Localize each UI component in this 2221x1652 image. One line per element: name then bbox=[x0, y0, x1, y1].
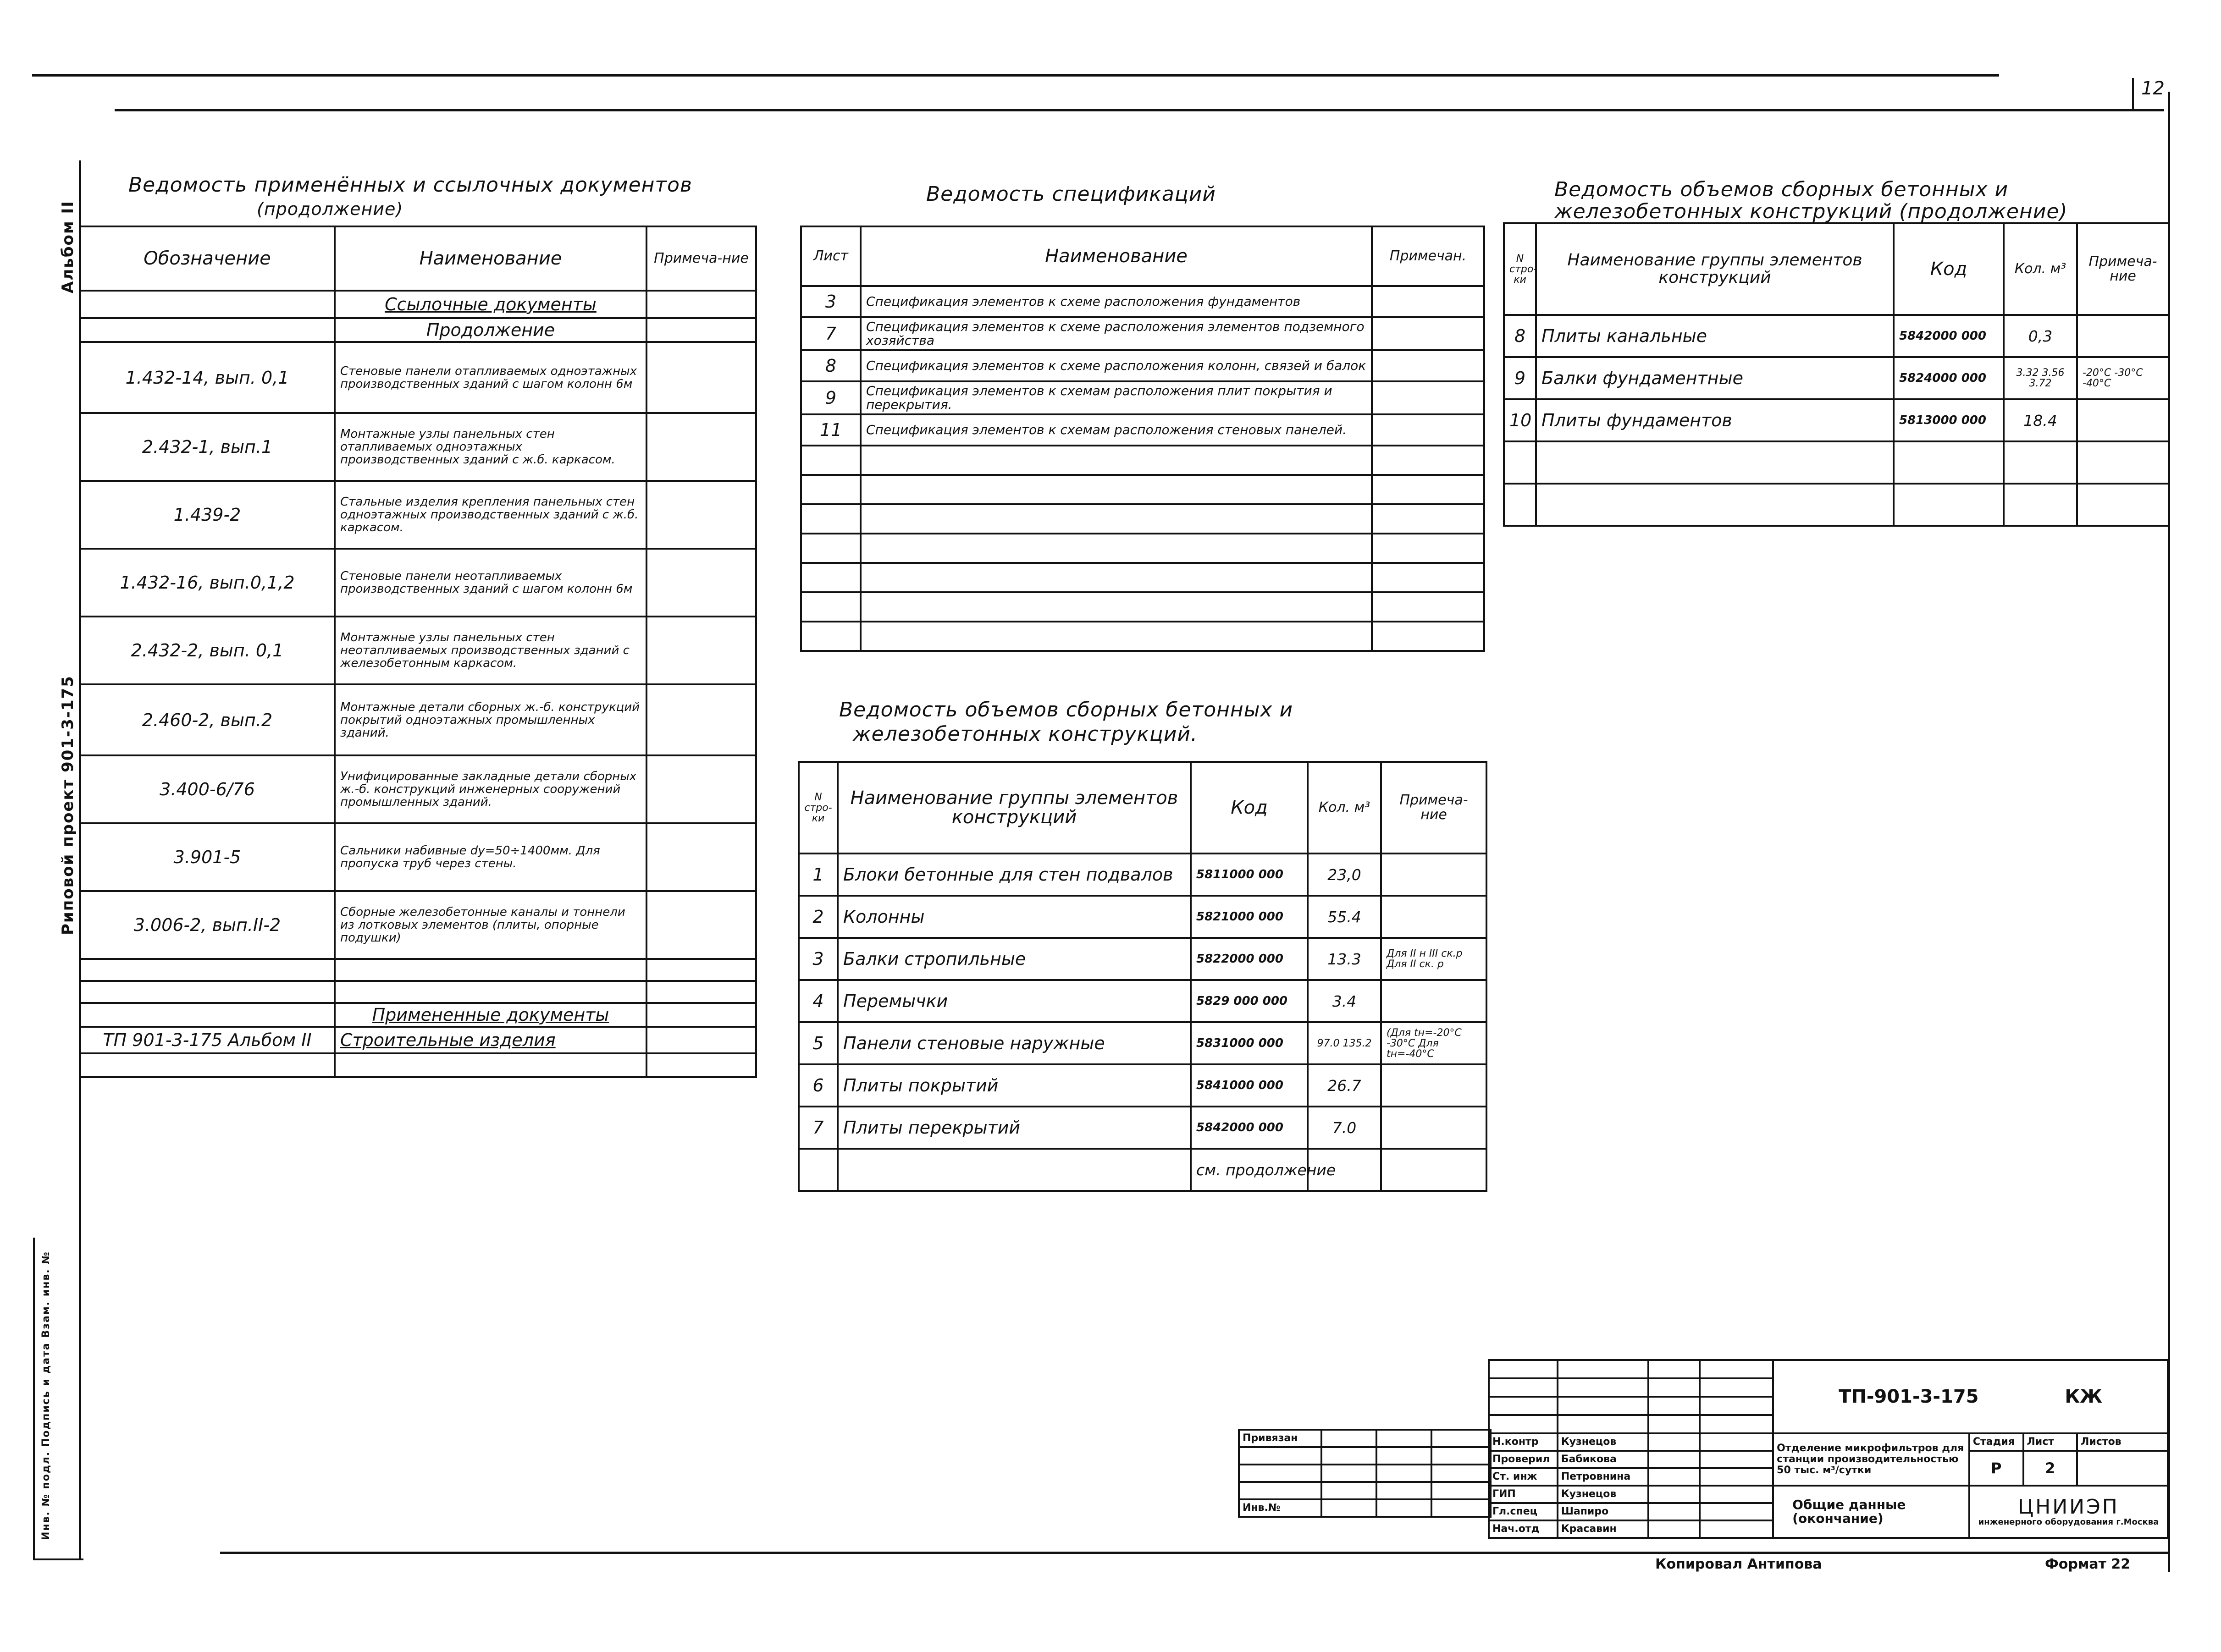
spec-note bbox=[1372, 622, 1484, 651]
docs-header-row bbox=[80, 226, 756, 291]
docs-name: Сальники набивные dy=50÷1400мм. Для пропуска труб через стены. bbox=[335, 823, 646, 891]
spec-sheet-no bbox=[801, 563, 861, 592]
spec-note bbox=[1372, 446, 1484, 475]
tb-name-0: Кузнецов bbox=[1558, 1433, 1648, 1451]
docs-note bbox=[646, 959, 756, 981]
tb-role-1: Проверил bbox=[1489, 1451, 1558, 1468]
vol-group-name bbox=[838, 1149, 1191, 1191]
tb-role-5: Нач.отд bbox=[1489, 1520, 1558, 1538]
vol-row-no: 6 bbox=[799, 1064, 838, 1107]
vol-row-no: 1 bbox=[799, 854, 838, 896]
vol2-row-no bbox=[1504, 484, 1536, 526]
top-rule bbox=[32, 74, 1999, 77]
vol-row bbox=[799, 1022, 1486, 1064]
tb-name-5: Красавин bbox=[1558, 1520, 1648, 1538]
spec-sheet-no: 9 bbox=[801, 381, 861, 414]
margin-left bbox=[33, 1238, 35, 1558]
docs-designation: 1.439-2 bbox=[80, 481, 335, 549]
vol-header-note: Примеча-ние bbox=[1381, 762, 1486, 854]
tb-object: Отделение микрофильтров для станции производительностью 50 тыс. м³/сутки bbox=[1773, 1433, 1969, 1486]
docs-designation bbox=[80, 1053, 335, 1077]
vol2-code: 5813000 000 bbox=[1894, 399, 2004, 441]
docs-title: Ведомость применённых и ссылочных документов bbox=[128, 173, 692, 197]
spec-note bbox=[1372, 286, 1484, 317]
vol-note: (Для tн=-20°С -30°С Для tн=-40°С bbox=[1381, 1022, 1486, 1064]
vol2-header-code: Код bbox=[1894, 223, 2004, 315]
docs-designation bbox=[80, 291, 335, 318]
docs-header-designation: Обозначение bbox=[80, 226, 335, 291]
side-album-label: Альбом II bbox=[59, 200, 77, 293]
spec-name bbox=[861, 504, 1372, 534]
docs-row bbox=[80, 1053, 756, 1077]
spec-title: Ведомость спецификаций bbox=[926, 182, 1216, 206]
tb-role-4: Гл.спец bbox=[1489, 1503, 1558, 1520]
vol-row-no: 2 bbox=[799, 896, 838, 938]
vol2-code bbox=[1894, 484, 2004, 526]
spec-row bbox=[801, 446, 1484, 475]
vol-qty: 55.4 bbox=[1308, 896, 1381, 938]
vol-qty: 3.4 bbox=[1308, 980, 1381, 1022]
vol-group-name: Колонны bbox=[838, 896, 1191, 938]
docs-row bbox=[80, 823, 756, 891]
vol2-qty: 3.32 3.56 3.72 bbox=[2004, 357, 2077, 399]
docs-designation: 2.460-2, вып.2 bbox=[80, 684, 335, 755]
vol-row-no: 3 bbox=[799, 938, 838, 980]
spec-row bbox=[801, 317, 1484, 350]
privyazan-label: Привязан bbox=[1239, 1430, 1321, 1447]
docs-name bbox=[335, 959, 646, 981]
vol2-row bbox=[1504, 357, 2169, 399]
spec-row bbox=[801, 592, 1484, 622]
vol2-header-name: Наименование группы элементов конструкций bbox=[1536, 223, 1894, 315]
spec-note bbox=[1372, 381, 1484, 414]
vol-subtitle: железобетонных конструкций. bbox=[853, 722, 1198, 746]
vol-title: Ведомость объемов сборных бетонных и bbox=[839, 698, 1293, 721]
spec-sheet-no: 11 bbox=[801, 414, 861, 446]
spec-sheet-no: 7 bbox=[801, 317, 861, 350]
spec-sheet-no bbox=[801, 446, 861, 475]
copied-by: Копировал Антипова bbox=[1655, 1556, 1822, 1572]
vol-row-no: 7 bbox=[799, 1107, 838, 1149]
spec-note bbox=[1372, 350, 1484, 381]
vol2-note bbox=[2077, 484, 2169, 526]
docs-note bbox=[646, 891, 756, 959]
vol-code: 5831000 000 bbox=[1191, 1022, 1308, 1064]
vol-note bbox=[1381, 896, 1486, 938]
docs-name: Монтажные узлы панельных стен неотапливаемых производственных зданий с железобетонным каркасом. bbox=[335, 617, 646, 684]
vol2-header-qty: Кол. м³ bbox=[2004, 223, 2077, 315]
vol-row-no: 5 bbox=[799, 1022, 838, 1064]
spec-sheet-no: 8 bbox=[801, 350, 861, 381]
side-inv-label: Инв. № подл. Подпись и дата Взам. инв. № bbox=[40, 1251, 52, 1540]
docs-name: Унифицированные закладные детали сборных ж.-б. конструкций инженерных сооружений промышленных зданий. bbox=[335, 755, 646, 823]
docs-subtitle: (продолжение) bbox=[257, 199, 403, 219]
spec-name: Спецификация элементов к схемам расположения стеновых панелей. bbox=[861, 414, 1372, 446]
docs-designation: 2.432-1, вып.1 bbox=[80, 413, 335, 481]
vol2-group-name: Балки фундаментные bbox=[1536, 357, 1894, 399]
spec-name bbox=[861, 592, 1372, 622]
docs-row bbox=[80, 1003, 756, 1027]
vol-note bbox=[1381, 980, 1486, 1022]
spec-note bbox=[1372, 317, 1484, 350]
vol2-row bbox=[1504, 441, 2169, 484]
vol2-row bbox=[1504, 399, 2169, 441]
spec-header-name: Наименование bbox=[861, 226, 1372, 286]
docs-designation bbox=[80, 1003, 335, 1027]
privyazan-block bbox=[1238, 1429, 1492, 1518]
vol-row bbox=[799, 980, 1486, 1022]
vol-note: Для II н III ск.р Для II ск. р bbox=[1381, 938, 1486, 980]
docs-note bbox=[646, 1003, 756, 1027]
docs-name: Стеновые панели неотапливаемых производственных зданий с шагом колонн 6м bbox=[335, 549, 646, 617]
docs-name: Стальные изделия крепления панельных стен одноэтажных производственных зданий с ж.б. каркасом. bbox=[335, 481, 646, 549]
docs-note bbox=[646, 617, 756, 684]
docs-row bbox=[80, 617, 756, 684]
spec-note bbox=[1372, 534, 1484, 563]
docs-row bbox=[80, 755, 756, 823]
docs-name: Примененные документы bbox=[335, 1003, 646, 1027]
vol-qty: 26.7 bbox=[1308, 1064, 1381, 1107]
vol-row bbox=[799, 938, 1486, 980]
spec-name bbox=[861, 563, 1372, 592]
vol-note bbox=[1381, 1149, 1486, 1191]
docs-designation: ТП 901-3-175 Альбом II bbox=[80, 1027, 335, 1053]
vol-header-no: N стро-ки bbox=[799, 762, 838, 854]
spec-name bbox=[861, 534, 1372, 563]
spec-row bbox=[801, 350, 1484, 381]
docs-note bbox=[646, 684, 756, 755]
docs-row bbox=[80, 981, 756, 1003]
vol-header-qty: Кол. м³ bbox=[1308, 762, 1381, 854]
tb-stage-h: Стадия bbox=[1969, 1433, 2023, 1451]
tb-sheet: 2 bbox=[2023, 1451, 2077, 1486]
frame-top bbox=[115, 109, 2164, 111]
vol-code: 5841000 000 bbox=[1191, 1064, 1308, 1107]
format-label: Формат 22 bbox=[2045, 1556, 2131, 1572]
vol2-row-no: 8 bbox=[1504, 315, 1536, 357]
spec-sheet-no bbox=[801, 622, 861, 651]
spec-name bbox=[861, 622, 1372, 651]
vol2-row-no: 10 bbox=[1504, 399, 1536, 441]
spec-row bbox=[801, 414, 1484, 446]
docs-designation: 3.400-6/76 bbox=[80, 755, 335, 823]
docs-name: Строительные изделия bbox=[335, 1027, 646, 1053]
docs-note bbox=[646, 823, 756, 891]
spec-sheet-no bbox=[801, 504, 861, 534]
vol2-group-name: Плиты канальные bbox=[1536, 315, 1894, 357]
spec-table bbox=[800, 226, 1485, 652]
tb-code: ТП-901-3-175 bbox=[1839, 1386, 1979, 1407]
inv-label: Инв.№ bbox=[1239, 1499, 1321, 1517]
vol-row bbox=[799, 1107, 1486, 1149]
spec-name: Спецификация элементов к схеме расположения фундаментов bbox=[861, 286, 1372, 317]
tb-role-2: Ст. инж bbox=[1489, 1468, 1558, 1486]
vol-row-no bbox=[799, 1149, 838, 1191]
spec-header-sheet: Лист bbox=[801, 226, 861, 286]
spec-note bbox=[1372, 414, 1484, 446]
side-project-label: Риповой проект 901-3-175 bbox=[59, 675, 77, 935]
spec-row bbox=[801, 475, 1484, 504]
tb-org: ЦНИИЭП bbox=[2018, 1495, 2119, 1519]
tb-name-3: Кузнецов bbox=[1558, 1486, 1648, 1503]
vol-group-name: Плиты покрытий bbox=[838, 1064, 1191, 1107]
vol-qty: 13.3 bbox=[1308, 938, 1381, 980]
spec-name bbox=[861, 475, 1372, 504]
tb-mark: КЖ bbox=[2065, 1386, 2103, 1407]
spec-row bbox=[801, 563, 1484, 592]
docs-designation: 2.432-2, вып. 0,1 bbox=[80, 617, 335, 684]
vol-header-row bbox=[799, 762, 1486, 854]
vol2-header-row bbox=[1504, 223, 2169, 315]
docs-designation: 3.901-5 bbox=[80, 823, 335, 891]
docs-name: Сборные железобетонные каналы и тоннели из лотковых элементов (плиты, опорные подушки) bbox=[335, 891, 646, 959]
vol-header-code: Код bbox=[1191, 762, 1308, 854]
docs-note bbox=[646, 413, 756, 481]
margin-bottom bbox=[33, 1558, 83, 1560]
tb-role-3: ГИП bbox=[1489, 1486, 1558, 1503]
tb-org2: инженерного оборудования г.Москва bbox=[1978, 1517, 2159, 1527]
vol-header-name: Наименование группы элементов конструкций bbox=[838, 762, 1191, 854]
tb-role-0: Н.контр bbox=[1489, 1433, 1558, 1451]
docs-note bbox=[646, 342, 756, 413]
docs-designation bbox=[80, 981, 335, 1003]
spec-sheet-no bbox=[801, 534, 861, 563]
spec-row bbox=[801, 504, 1484, 534]
vol-note bbox=[1381, 1107, 1486, 1149]
sheet-no-box bbox=[2132, 78, 2134, 110]
vol2-code: 5842000 000 bbox=[1894, 315, 2004, 357]
volumes-table bbox=[798, 761, 1487, 1192]
spec-note bbox=[1372, 563, 1484, 592]
vol-qty: 7.0 bbox=[1308, 1107, 1381, 1149]
vol-group-name: Панели стеновые наружные bbox=[838, 1022, 1191, 1064]
vol2-note bbox=[2077, 399, 2169, 441]
vol-group-name: Перемычки bbox=[838, 980, 1191, 1022]
tb-name-1: Бабикова bbox=[1558, 1451, 1648, 1468]
docs-note bbox=[646, 755, 756, 823]
docs-designation bbox=[80, 318, 335, 342]
vol-qty: 97.0 135.2 bbox=[1308, 1022, 1381, 1064]
vol-code: 5821000 000 bbox=[1191, 896, 1308, 938]
vol2-note bbox=[2077, 441, 2169, 484]
spec-sheet-no: 3 bbox=[801, 286, 861, 317]
vol-code: 5822000 000 bbox=[1191, 938, 1308, 980]
docs-name: Стеновые панели отапливаемых одноэтажных производственных зданий с шагом колонн 6м bbox=[335, 342, 646, 413]
vol-code: 5811000 000 bbox=[1191, 854, 1308, 896]
spec-row bbox=[801, 381, 1484, 414]
docs-header-name: Наименование bbox=[335, 226, 646, 291]
spec-sheet-no bbox=[801, 475, 861, 504]
frame-bottom bbox=[220, 1552, 2169, 1554]
tb-sheets-h: Листов bbox=[2077, 1433, 2168, 1451]
vol-code: 5829 000 000 bbox=[1191, 980, 1308, 1022]
docs-name: Монтажные детали сборных ж.-б. конструкций покрытий одноэтажных промышленных зданий. bbox=[335, 684, 646, 755]
spec-row bbox=[801, 534, 1484, 563]
spec-note bbox=[1372, 504, 1484, 534]
spec-header-note: Примечан. bbox=[1372, 226, 1484, 286]
spec-header-row bbox=[801, 226, 1484, 286]
docs-note bbox=[646, 981, 756, 1003]
docs-designation: 1.432-16, вып.0,1,2 bbox=[80, 549, 335, 617]
tb-stage: Р bbox=[1969, 1451, 2023, 1486]
docs-row bbox=[80, 891, 756, 959]
tb-name-4: Шапиро bbox=[1558, 1503, 1648, 1520]
vol2-title: Ведомость объемов сборных бетонных и bbox=[1554, 178, 2009, 201]
vol2-group-name bbox=[1536, 484, 1894, 526]
docs-row bbox=[80, 318, 756, 342]
docs-row bbox=[80, 1027, 756, 1053]
sheet-number: 12 bbox=[2141, 78, 2165, 99]
vol-row bbox=[799, 896, 1486, 938]
docs-name: Ссылочные документы bbox=[335, 291, 646, 318]
spec-row bbox=[801, 286, 1484, 317]
docs-row bbox=[80, 549, 756, 617]
spec-name bbox=[861, 446, 1372, 475]
docs-designation bbox=[80, 959, 335, 981]
docs-name: Монтажные узлы панельных стен отапливаемых одноэтажных производственных зданий с ж.б. каркасом. bbox=[335, 413, 646, 481]
vol-group-name: Блоки бетонные для стен подвалов bbox=[838, 854, 1191, 896]
docs-row bbox=[80, 413, 756, 481]
vol2-row-no: 9 bbox=[1504, 357, 1536, 399]
vol2-header-no: N стро-ки bbox=[1504, 223, 1536, 315]
vol-row bbox=[799, 854, 1486, 896]
vol2-header-note: Примеча-ние bbox=[2077, 223, 2169, 315]
vol2-qty: 18.4 bbox=[2004, 399, 2077, 441]
spec-note bbox=[1372, 475, 1484, 504]
docs-designation: 3.006-2, вып.II-2 bbox=[80, 891, 335, 959]
vol-note bbox=[1381, 1064, 1486, 1107]
spec-name: Спецификация элементов к схеме расположения элементов подземного хозяйства bbox=[861, 317, 1372, 350]
docs-note bbox=[646, 291, 756, 318]
spec-note bbox=[1372, 592, 1484, 622]
docs-row bbox=[80, 291, 756, 318]
vol-row bbox=[799, 1149, 1486, 1191]
vol2-subtitle: железобетонных конструкций (продолжение) bbox=[1554, 200, 2068, 223]
title-block-grid bbox=[1488, 1359, 2169, 1539]
docs-row bbox=[80, 481, 756, 549]
docs-note bbox=[646, 481, 756, 549]
docs-designation: 1.432-14, вып. 0,1 bbox=[80, 342, 335, 413]
vol-code: 5842000 000 bbox=[1191, 1107, 1308, 1149]
vol-row bbox=[799, 1064, 1486, 1107]
tb-sheet-h: Лист bbox=[2023, 1433, 2077, 1451]
vol-row-no: 4 bbox=[799, 980, 838, 1022]
vol2-note bbox=[2077, 315, 2169, 357]
docs-note bbox=[646, 318, 756, 342]
vol-qty: 23,0 bbox=[1308, 854, 1381, 896]
docs-table bbox=[79, 226, 757, 1078]
vol-note bbox=[1381, 854, 1486, 896]
spec-row bbox=[801, 622, 1484, 651]
docs-name bbox=[335, 1053, 646, 1077]
vol2-code: 5824000 000 bbox=[1894, 357, 2004, 399]
docs-header-note: Примеча-ние bbox=[646, 226, 756, 291]
vol2-row bbox=[1504, 315, 2169, 357]
docs-row bbox=[80, 684, 756, 755]
tb-name-2: Петровнина bbox=[1558, 1468, 1648, 1486]
docs-note bbox=[646, 1027, 756, 1053]
vol2-qty bbox=[2004, 484, 2077, 526]
vol2-code bbox=[1894, 441, 2004, 484]
tb-sheet-title: Общие данные (окончание) bbox=[1773, 1486, 1969, 1538]
spec-name: Спецификация элементов к схемам расположения плит покрытия и перекрытия. bbox=[861, 381, 1372, 414]
vol2-group-name bbox=[1536, 441, 1894, 484]
spec-name: Спецификация элементов к схеме расположения колонн, связей и балок bbox=[861, 350, 1372, 381]
docs-note bbox=[646, 549, 756, 617]
spec-sheet-no bbox=[801, 592, 861, 622]
docs-row bbox=[80, 342, 756, 413]
vol2-note: -20°С -30°С -40°С bbox=[2077, 357, 2169, 399]
docs-note bbox=[646, 1053, 756, 1077]
vol-code: см. продолжение bbox=[1191, 1149, 1308, 1191]
volumes-cont-table bbox=[1503, 222, 2170, 527]
vol2-group-name: Плиты фундаментов bbox=[1536, 399, 1894, 441]
vol-group-name: Балки стропильные bbox=[838, 938, 1191, 980]
vol2-row bbox=[1504, 484, 2169, 526]
vol2-qty bbox=[2004, 441, 2077, 484]
docs-row bbox=[80, 959, 756, 981]
vol2-qty: 0,3 bbox=[2004, 315, 2077, 357]
vol2-row-no bbox=[1504, 441, 1536, 484]
docs-name bbox=[335, 981, 646, 1003]
docs-name: Продолжение bbox=[335, 318, 646, 342]
vol-group-name: Плиты перекрытий bbox=[838, 1107, 1191, 1149]
